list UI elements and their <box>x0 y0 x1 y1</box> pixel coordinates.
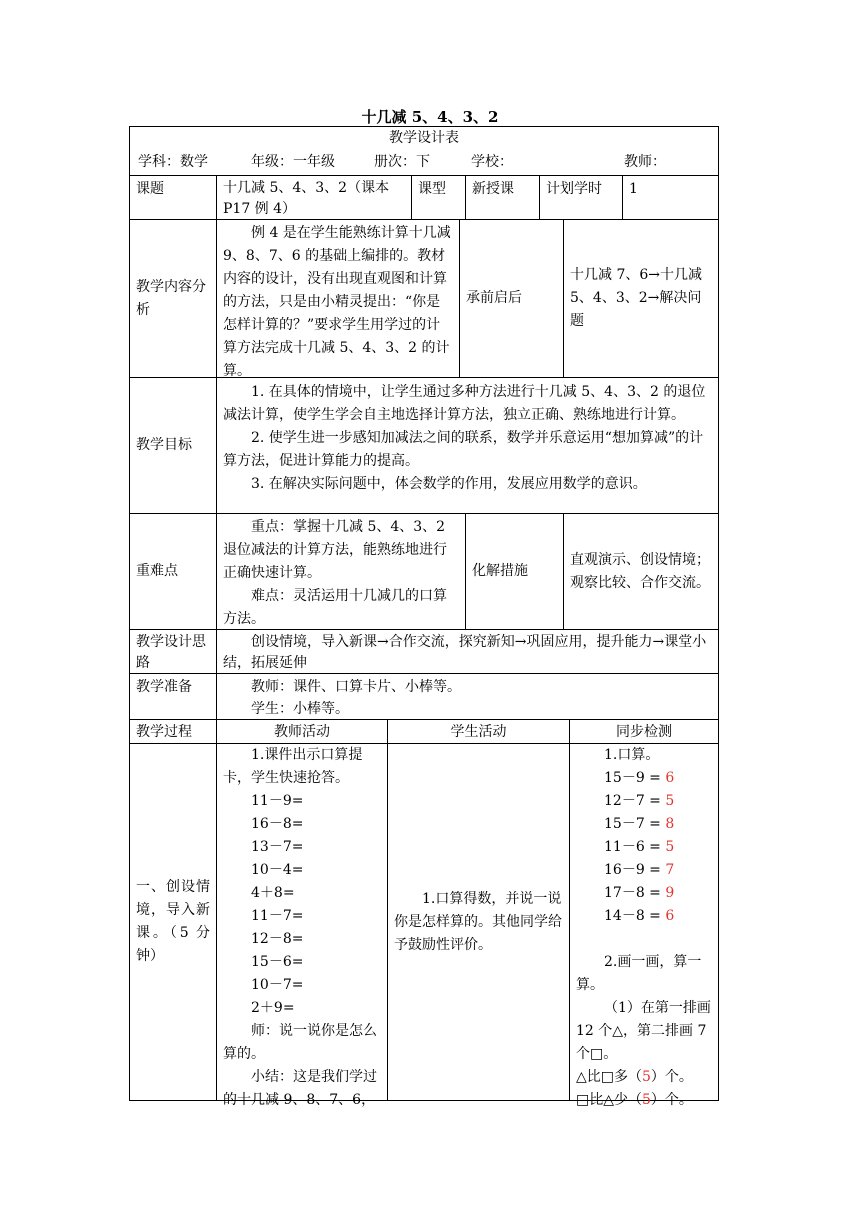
volume-info: 册次：下 <box>374 154 430 170</box>
teacher-question: 师：说一说你是怎么算的。 <box>223 1023 377 1062</box>
grade-info: 年级：一年级 <box>251 154 335 170</box>
compare-2: □比△少（5）个。 <box>576 1092 693 1108</box>
hours-value: 1 <box>622 176 718 219</box>
content-analysis-row <box>130 219 718 377</box>
check-answer: 9 <box>665 885 675 901</box>
info-row <box>130 151 718 175</box>
check-question: 14－8 = <box>604 908 661 924</box>
oral-problem-list <box>223 790 381 1020</box>
course-type-value: 新授课 <box>465 176 539 219</box>
check-question: 11－6 = <box>604 839 661 855</box>
difficult-point-text: 难点：灵活运用十几减几的口算方法。 <box>223 588 447 627</box>
check-answer: 5 <box>665 839 675 855</box>
compare-2-answer: 5 <box>642 1092 651 1108</box>
prep-label: 教学准备 <box>136 679 192 695</box>
stage1-label: 一、创设情境，导入新课。（5 分钟） <box>136 879 210 964</box>
content-analysis-label: 教学内容分析 <box>136 278 206 318</box>
check-title: 1.口算。 <box>604 747 660 763</box>
course-value: 十几减 5、4、3、2（课本 P17 例 4） <box>216 176 411 219</box>
school-info: 学校： <box>471 154 513 170</box>
process-header-check: 同步检测 <box>569 720 718 743</box>
goal-item: 3. 在解决实际问题中，体会数学的作用，发展应用数学的意识。 <box>251 476 647 492</box>
teacher-summary: 小结：这是我们学过的十几减 9、8、7、6， <box>223 1069 377 1108</box>
check-item <box>576 813 712 836</box>
check-answer: 7 <box>665 862 675 878</box>
key-points-row <box>130 513 718 629</box>
check-list <box>576 767 712 928</box>
oral-problem: 11－9= <box>251 793 304 809</box>
prep-teacher: 教师：课件、口算卡片、小棒等。 <box>251 679 461 695</box>
goal-item: 2. 使学生进一步感知加减法之间的联系，数学并乐意运用“想加算减”的计算方法，促进计算能力的提高。 <box>223 430 704 469</box>
check-item <box>576 790 712 813</box>
check-answer: 6 <box>665 908 675 924</box>
key-points-middle: 化解措施 <box>465 514 563 629</box>
prep-row <box>130 673 718 719</box>
process-header-stage: 教学过程 <box>136 724 192 740</box>
subject-info: 学科：数学 <box>138 154 208 170</box>
oral-problem: 13－7= <box>251 839 304 855</box>
key-point-text: 重点：掌握十几减 5、4、3、2 退位减法的计算方法，能熟练地进行正确快速计算。 <box>223 519 447 581</box>
check-item <box>576 767 712 790</box>
stage1-row <box>130 743 718 1108</box>
check-question: 15－9 = <box>604 770 661 786</box>
check-answer: 5 <box>665 793 675 809</box>
document-title: 十几减 5、4、3、2 <box>361 108 499 126</box>
course-row <box>130 175 718 219</box>
key-points-label: 重难点 <box>136 563 178 579</box>
content-analysis-text: 例 4 是在学生能熟练计算十几减 9、8、7、6 的基础上编排的。教材内容的设计，没有出现直观图和计算的方法，只是由小精灵提出：“你是怎样计算的？”要求学生用学过的计算方法完成十几减 5、4、3、2 的计算。 <box>216 220 459 377</box>
oral-problem: 11－7= <box>251 908 304 924</box>
compare-1-answer: 5 <box>642 1069 651 1085</box>
check-item <box>576 905 712 928</box>
oral-problem: 10－4= <box>251 862 304 878</box>
check-question: 17－8 = <box>604 885 661 901</box>
oral-problem: 15－6= <box>251 954 304 970</box>
compare-1: △比□多（5）个。 <box>576 1069 693 1085</box>
check-item <box>576 859 712 882</box>
oral-problem: 4＋8= <box>251 885 295 901</box>
hours-label: 计划学时 <box>539 176 622 219</box>
table-title-row <box>130 127 718 151</box>
content-analysis-right: 十几减 7、6→十几减 5、4、3、2→解决问题 <box>563 220 718 377</box>
oral-problem: 2＋9= <box>251 1000 295 1016</box>
design-row <box>130 629 718 673</box>
check-item <box>576 882 712 905</box>
design-label: 教学设计思路 <box>136 634 206 671</box>
content-analysis-middle: 承前启后 <box>459 220 563 377</box>
goals-label: 教学目标 <box>136 437 192 453</box>
check-question: 12－7 = <box>604 793 661 809</box>
draw-text: （1）在第一排画 12 个△，第二排画 7 个□。 <box>576 1000 711 1062</box>
key-points-right: 直观演示、创设情境；观察比较、合作交流。 <box>563 514 718 629</box>
check-question: 16－9 = <box>604 862 661 878</box>
oral-problem: 10－7= <box>251 977 304 993</box>
course-label: 课题 <box>136 181 164 197</box>
lesson-plan-table <box>129 126 719 1108</box>
check-item <box>576 836 712 859</box>
check-answer: 8 <box>665 816 675 832</box>
goals-row <box>130 377 718 513</box>
oral-problem: 12－8= <box>251 931 304 947</box>
check-question: 15－7 = <box>604 816 661 832</box>
process-header-student: 学生活动 <box>387 720 569 743</box>
oral-problem: 16－8= <box>251 816 304 832</box>
process-header-row <box>130 719 718 743</box>
teacher-intro: 1.课件出示口算提卡，学生快速抢答。 <box>223 747 363 786</box>
table-title: 教学设计表 <box>389 130 459 146</box>
student-activity: 1.口算得数，并说一说你是怎样算的。其他同学给予鼓励性评价。 <box>394 890 562 953</box>
draw-title: 2.画一画，算一算。 <box>576 954 702 993</box>
course-type-label: 课型 <box>411 176 465 219</box>
teacher-info: 教师： <box>624 154 666 170</box>
design-text: 创设情境，导入新课→合作交流，探究新知→巩固应用，提升能力→课堂小结，拓展延伸 <box>216 630 718 673</box>
goal-item: 1. 在具体的情境中，让学生通过多种方法进行十几减 5、4、3、2 的退位减法计算，使学生学会自主地选择计算方法，独立正确、熟练地进行计算。 <box>223 384 706 423</box>
prep-student: 学生：小棒等。 <box>251 701 349 717</box>
check-answer: 6 <box>665 770 675 786</box>
process-header-teacher: 教师活动 <box>216 720 387 743</box>
